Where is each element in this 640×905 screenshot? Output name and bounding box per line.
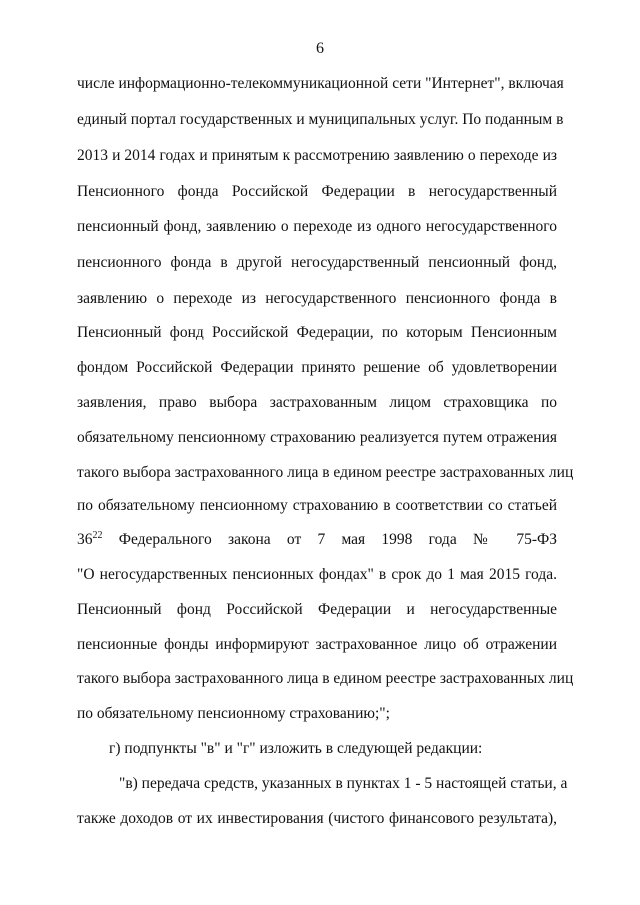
text-line: обязательному пенсионному страхованию реализуется путем отражения (77, 429, 557, 446)
text-line: также доходов от их инвестирования (чистого финансового результата), (77, 810, 557, 827)
text-line: по обязательному пенсионному страхованию;"; (77, 705, 390, 722)
text-line: пенсионный фонд, заявлению о переходе из одного негосударственного (77, 218, 557, 235)
article-number: $36^{22}$ (77, 530, 103, 548)
text-line-article-reference (77, 530, 557, 550)
text-line: Пенсионный фонд Российской Федерации и негосударственные (77, 601, 557, 618)
text-line: заявлению о переходе из негосударственного пенсионного фонда в (77, 290, 557, 307)
text-line: пенсионные фонды информируют застрахованное лицо об отражении (77, 636, 557, 653)
text-line: Пенсионный фонд Российской Федерации, по которым Пенсионным (77, 324, 557, 341)
text-line: пенсионного фонда в другой негосударственный пенсионный фонд, (77, 254, 557, 271)
text-line: г) подпункты "в" и "г" изложить в следующей редакции: (109, 740, 483, 757)
text-line: по обязательному пенсионному страхованию в соответствии со статьей (77, 497, 557, 514)
text-line: единый портал государственных и муниципальных услуг. По поданным в (77, 111, 564, 128)
text-line: такого выбора застрахованного лица в едином реестре застрахованных лиц (77, 670, 574, 687)
text-line: заявления, право выбора застрахованным лицом страховщика по (77, 394, 557, 411)
text-line: Пенсионного фонда Российской Федерации в негосударственный (77, 183, 557, 200)
text-line: 2013 и 2014 годах и принятым к рассмотрению заявлению о переходе из (77, 147, 557, 164)
text-line: числе информационно-телекоммуникационной сети "Интернет", включая (77, 75, 564, 92)
text-line: такого выбора застрахованного лица в едином реестре застрахованных лиц (77, 464, 574, 481)
text-line: фондом Российской Федерации принято решение об удовлетворении (77, 359, 557, 376)
text-line: "О негосударственных пенсионных фондах" в срок до 1 мая 2015 года. (77, 566, 557, 583)
text-line: "в) передача средств, указанных в пунктах 1 - 5 настоящей статьи, а (119, 775, 568, 792)
law-reference: Федерального закона от 7 мая 1998 года № 75-ФЗ (118, 531, 558, 548)
page-number: 6 (316, 40, 324, 57)
